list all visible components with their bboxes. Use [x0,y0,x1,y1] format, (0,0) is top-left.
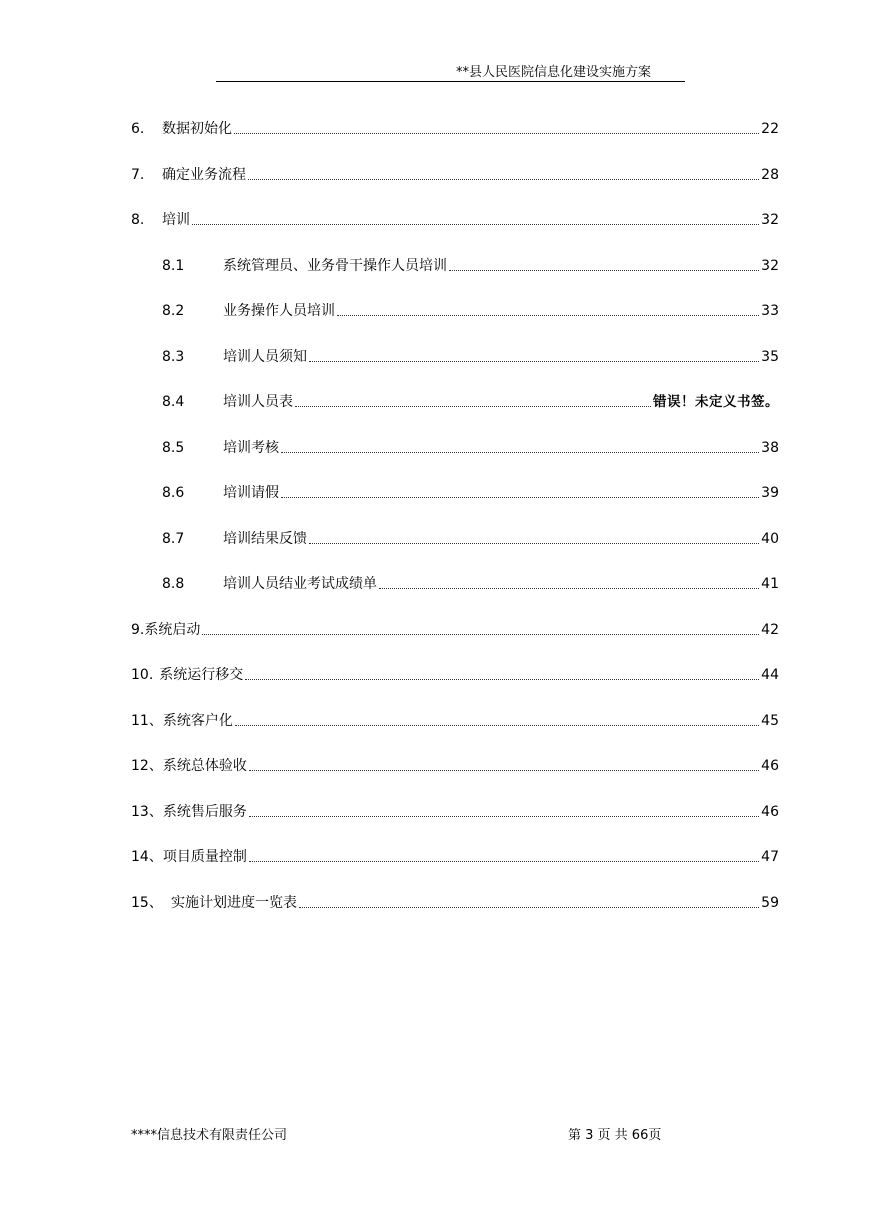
toc-leader-dots [234,132,759,134]
toc-leader-dots [295,405,651,407]
toc-leader-dots [299,906,759,908]
toc-page-number: 47 [761,849,779,865]
toc-number: 14、 [131,849,163,865]
toc-leader-dots [249,860,759,862]
toc-page-number: 28 [761,167,779,183]
toc-title: 系统运行移交 [159,667,244,683]
toc-title: 项目质量控制 [162,849,247,865]
toc-title: 培训人员须知 [223,349,307,365]
toc-leader-dots [379,587,759,589]
toc-entry-10[interactable] [131,663,779,685]
toc-number: 10. [131,667,154,683]
toc-entry-8-4[interactable] [162,390,779,412]
toc-title: 系统管理员、业务骨干操作人员培训 [223,258,447,274]
toc-leader-dots [245,678,759,680]
toc-title: 系统总体验收 [162,758,247,774]
toc-title: 培训考核 [223,440,279,456]
toc-page-number: 32 [761,212,779,228]
toc-title: 培训请假 [223,485,279,501]
toc-leader-dots [235,724,759,726]
toc-title: 系统客户化 [162,713,233,729]
toc-title: 系统售后服务 [162,804,247,820]
toc-entry-6[interactable] [131,117,779,139]
toc-title: 培训 [162,212,190,228]
toc-number: 8.5 [162,440,185,456]
toc-page-number: 40 [761,531,779,547]
toc-title: 培训人员结业考试成绩单 [223,576,377,592]
toc-page-number: 45 [761,713,779,729]
toc-leader-dots [281,451,759,453]
footer-company-name: ****信息技术有限责任公司 [131,1128,288,1143]
toc-number: 8.6 [162,485,185,501]
toc-leader-dots [309,542,759,544]
toc-page-number: 41 [761,576,779,592]
toc-entry-8-7[interactable] [162,527,779,549]
toc-entry-8-6[interactable] [162,481,779,503]
toc-number: 6. [131,121,145,137]
toc-title: 培训结果反馈 [223,531,307,547]
toc-entry-8-2[interactable] [162,299,779,321]
toc-page-number: 38 [761,440,779,456]
footer-page-number: 第 3 页 共 66页 [568,1128,662,1143]
toc-leader-dots [192,223,759,225]
toc-page-number: 32 [761,258,779,274]
toc-title: 数据初始化 [162,121,232,137]
toc-page-number: 46 [761,758,779,774]
toc-number: 15、 [131,895,163,911]
toc-title: 系统启动 [144,622,201,638]
toc-number: 8.7 [162,531,185,547]
toc-entry-15[interactable] [131,891,779,913]
toc-bookmark-error: 错误！未定义书签。 [653,394,779,410]
toc-page-number: 22 [761,121,779,137]
toc-leader-dots [449,269,759,271]
toc-title: 业务操作人员培训 [223,303,335,319]
document-title: **县人民医院信息化建设实施方案 [455,65,651,80]
toc-entry-11[interactable] [131,709,779,731]
toc-entry-8-5[interactable] [162,436,779,458]
toc-entry-7[interactable] [131,163,779,185]
toc-leader-dots [281,496,759,498]
toc-page-number: 33 [761,303,779,319]
toc-page-number: 59 [761,895,779,911]
toc-entry-8-8[interactable] [162,572,779,594]
toc-leader-dots [202,633,759,635]
toc-page-number: 44 [761,667,779,683]
toc-number: 11、 [131,713,163,729]
toc-title: 实施计划进度一览表 [171,895,297,911]
toc-number: 7. [131,167,145,183]
toc-leader-dots [249,815,759,817]
toc-page-number: 42 [761,622,779,638]
toc-entry-8-1[interactable] [162,254,779,276]
toc-number: 8.3 [162,349,185,365]
toc-number: 12、 [131,758,163,774]
toc-entry-13[interactable] [131,800,779,822]
toc-entry-12[interactable] [131,754,779,776]
toc-leader-dots [337,314,759,316]
toc-leader-dots [249,769,759,771]
toc-entry-14[interactable] [131,845,779,867]
toc-title: 确定业务流程 [162,167,246,183]
toc-number: 8.4 [162,394,185,410]
toc-leader-dots [248,178,759,180]
toc-entry-9[interactable] [131,618,779,640]
toc-page-number: 35 [761,349,779,365]
toc-number: 8.2 [162,303,185,319]
toc-number: 9. [131,622,145,638]
page-footer [131,1126,691,1146]
toc-entry-8-3[interactable] [162,345,779,367]
toc-number: 8.8 [162,576,185,592]
toc-number: 8. [131,212,145,228]
toc-page-number: 39 [761,485,779,501]
toc-leader-dots [309,360,759,362]
toc-title: 培训人员表 [223,394,293,410]
toc-number: 8.1 [162,258,185,274]
toc-entry-8[interactable] [131,208,779,230]
toc-number: 13、 [131,804,163,820]
toc-page-number: 46 [761,804,779,820]
